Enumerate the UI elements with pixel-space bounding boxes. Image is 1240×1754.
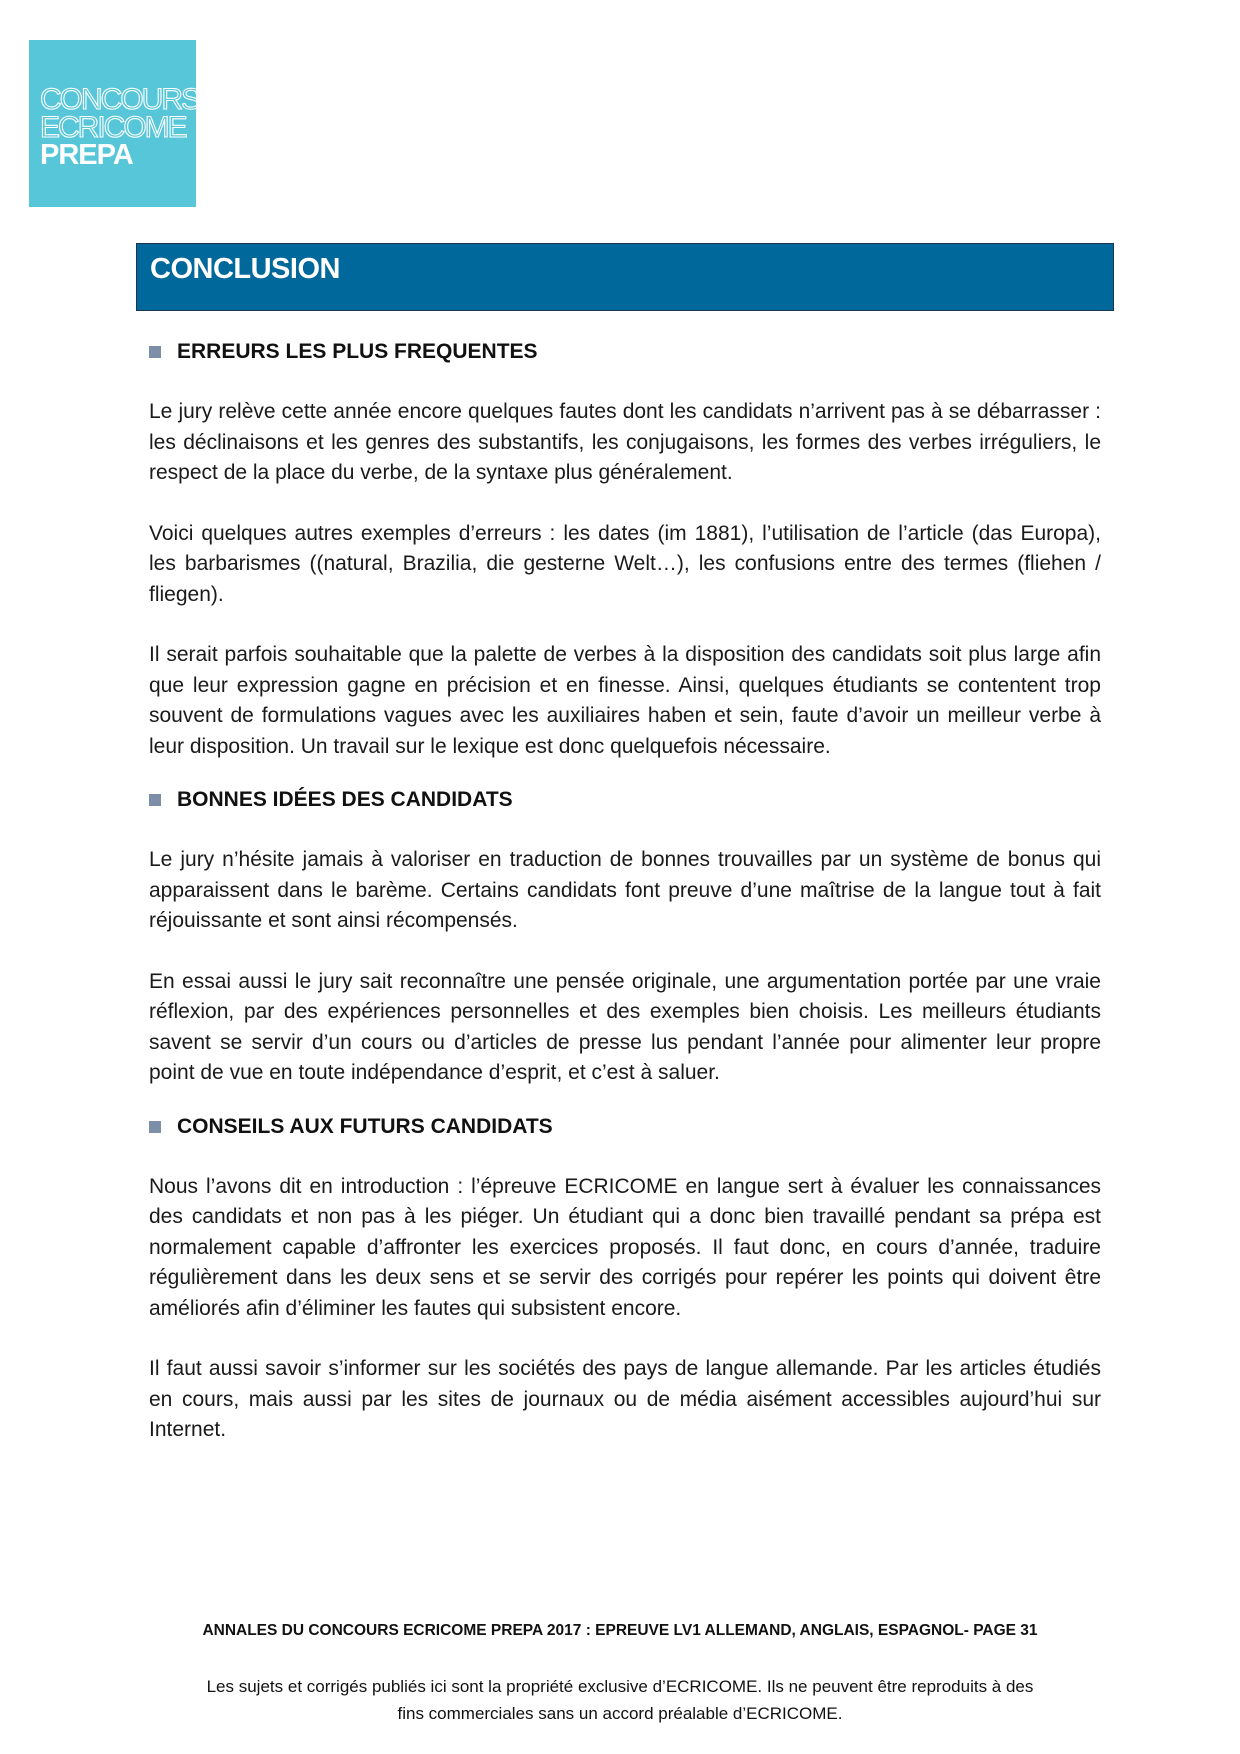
section-title-text: CONSEILS AUX FUTURS CANDIDATS — [177, 1114, 553, 1138]
paragraph: Nous l’avons dit en introduction : l’épreuve ECRICOME en langue sert à évaluer les connaissances des candidats et non pas à les piéger. Un étudiant qui a donc bien travaillé pendant sa prépa est normalement capable d’affronter les exercices proposés. Il faut donc, en cours d’année, traduire régulièrement dans les deux sens et se servir des corrigés pour repérer les points qui doivent être améliorés afin d’éliminer les fautes qui subsistent encore. — [149, 1174, 1101, 1320]
footer-note-line: Les sujets et corrigés publiés ici sont la propriété exclusive d’ECRICOME. Ils ne peuvent être reproduits à des — [206, 1677, 1034, 1696]
section-title — [149, 1115, 1101, 1139]
paragraph: En essai aussi le jury sait reconnaître une pensée originale, une argumentation portée par une vraie réflexion, par des expériences personnelles et des exemples bien choisis. Les meilleurs étudiants savent se servir d’un cours ou d’articles de presse lus pendant l’année pour alimenter leur propre point de vue en toute indépendance d’esprit, et c’est à saluer. — [149, 969, 1101, 1084]
ecricome-logo — [29, 40, 200, 207]
section-title — [149, 340, 1101, 364]
logo-line-ecricome: ECRICOME — [40, 110, 186, 144]
paragraph: Voici quelques autres exemples d’erreurs : les dates (im 1881), l’utilisation de l’article (das Europa), les barbarismes ((natural, Brazilia, die gesterne Welt…), les confusions entre des termes (fliehen / fliegen). — [149, 521, 1101, 606]
section-title — [149, 788, 1101, 812]
section-conseils — [149, 1115, 1101, 1446]
footer-note-line: fins commerciales sans un accord préalable d’ECRICOME. — [397, 1704, 843, 1723]
square-bullet-icon — [149, 794, 161, 806]
footer-copyright-note — [0, 1673, 1240, 1727]
footer-title: ANNALES DU CONCOURS ECRICOME PREPA 2017 : EPREUVE LV1 ALLEMAND, ANGLAIS, ESPAGNOL- PAGE 31 — [202, 1622, 1038, 1639]
conclusion-banner — [136, 243, 1114, 311]
document-body — [149, 340, 1101, 1446]
section-bonnes-idees — [149, 788, 1101, 1089]
banner-title: CONCLUSION — [150, 253, 340, 285]
square-bullet-icon — [149, 346, 161, 358]
logo-line-concours: CONCOURS — [40, 83, 200, 116]
section-title-text: ERREURS LES PLUS FREQUENTES — [177, 340, 538, 363]
logo-line-prepa: PREPA — [40, 139, 133, 172]
paragraph: Le jury relève cette année encore quelques fautes dont les candidats n’arrivent pas à se débarrasser : les déclinaisons et les genres des substantifs, les conjugaisons, les formes des verbes irréguliers, le respect de la place du verbe, de la syntaxe plus généralement. — [149, 400, 1101, 484]
square-bullet-icon — [149, 1121, 161, 1133]
paragraph: Il faut aussi savoir s’informer sur les sociétés des pays de langue allemande. Par les articles étudiés en cours, mais aussi par les sites de journaux ou de média aisément accessibles aujourd’hui sur Internet. — [149, 1357, 1101, 1441]
paragraph: Il serait parfois souhaitable que la palette de verbes à la disposition des candidats soit plus large afin que leur expression gagne en précision et en finesse. Ainsi, quelques étudiants se contentent trop souvent de formulations vagues avec les auxiliaires haben et sein, faute d’avoir un meilleur verbe à leur disposition. Un travail sur le lexique est donc quelquefois nécessaire. — [149, 643, 1101, 758]
section-erreurs — [149, 340, 1101, 762]
paragraph: Le jury n’hésite jamais à valoriser en traduction de bonnes trouvailles par un système de bonus qui apparaissent dans le barème. Certains candidats font preuve d’une maîtrise de la langue tout à fait réjouissante et sont ainsi récompensés. — [149, 848, 1101, 932]
section-title-text: BONNES IDÉES DES CANDIDATS — [177, 788, 513, 811]
